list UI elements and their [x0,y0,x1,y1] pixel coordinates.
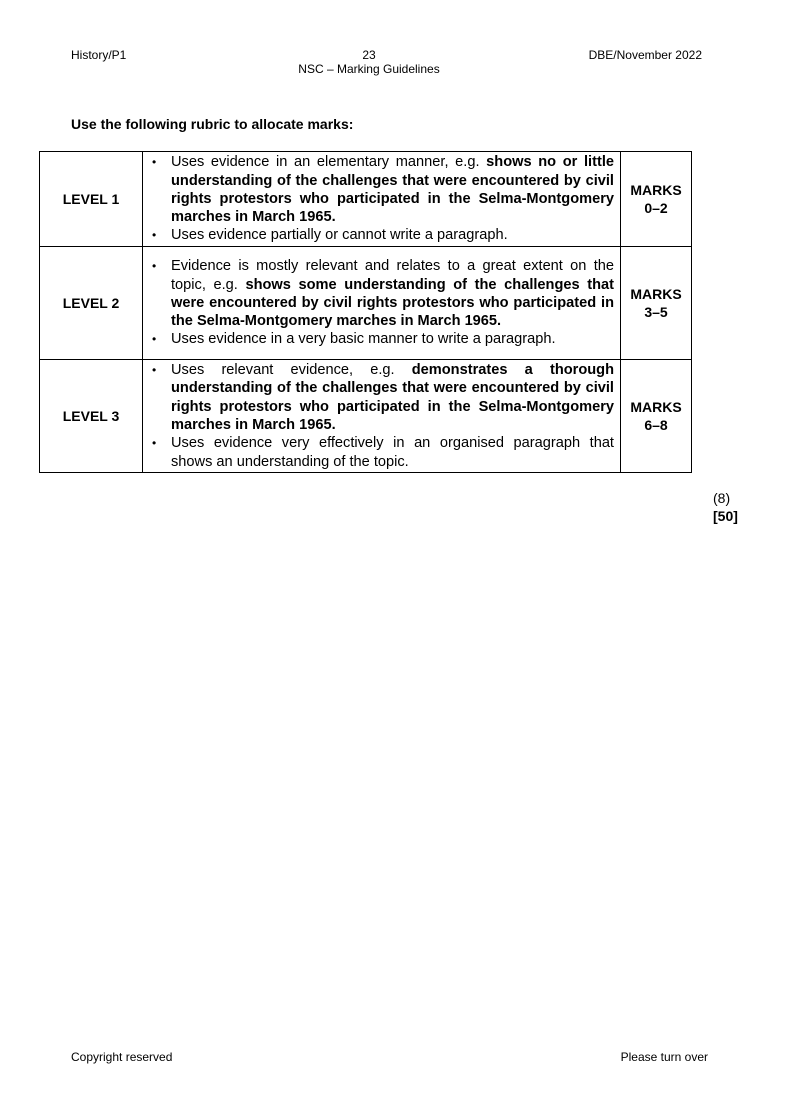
marks-range: 3–5 [644,304,668,320]
level-label: LEVEL 2 [40,247,143,360]
bullet-icon: • [152,436,157,451]
section-total: [50] [713,508,738,524]
descriptor-list [149,361,614,471]
bullet-icon: • [152,155,157,170]
bullet-icon: • [152,332,157,347]
descriptor-text: Evidence is mostly relevant and relates to a great extent on the topic, e.g. [171,258,614,293]
descriptor-item [149,361,614,434]
descriptor-bold-text: shows no or little understanding of the challenges that were encountered by civil rights protestors who participated in the Selma-Montgomery marches in March 1965. [171,154,614,226]
level-descriptors [143,247,621,360]
rubric-instruction: Use the following rubric to allocate marks: [71,116,354,132]
rubric-table [39,151,692,473]
marks-label: MARKS [630,286,682,302]
marks-label: MARKS [630,182,682,198]
header-subtitle: NSC – Marking Guidelines [298,62,440,76]
marks-cell [621,247,692,360]
descriptor-bold-text: demonstrates a thorough understanding of the challenges that were encountered by civil rights protestors who participated in the Selma-Montgomery marches in March 1965. [171,362,614,433]
marks-cell [621,360,692,473]
marks-range: 0–2 [644,200,668,216]
marks-label: MARKS [630,399,682,415]
marks-cell [621,152,692,247]
header-subject: History/P1 [71,48,127,62]
level-label: LEVEL 3 [40,360,143,473]
descriptor-text: Uses evidence very effectively in an organised paragraph that shows an understanding of the topic. [171,435,614,470]
descriptor-text: Uses evidence in a very basic manner to write a paragraph. [171,331,556,348]
descriptor-list [149,257,614,348]
page-number: 23 [362,48,376,62]
rubric-row-level-1 [40,152,692,247]
footer-copyright: Copyright reserved [71,1050,173,1064]
descriptor-item [149,434,614,471]
footer-turn-over: Please turn over [620,1050,708,1064]
question-marks: (8) [713,490,731,506]
descriptor-list [149,153,614,244]
rubric-row-level-2 [40,247,692,360]
level-descriptors [143,152,621,247]
level-label: LEVEL 1 [40,152,143,247]
descriptor-bold-text: shows some understanding of the challenges that were encountered by civil rights protestors who participated in the Selma-Montgomery marches in March 1965. [171,276,614,330]
descriptor-item [149,226,614,244]
bullet-icon: • [152,259,157,274]
bullet-icon: • [152,228,157,243]
descriptor-item [149,257,614,330]
descriptor-item [149,330,614,348]
descriptor-text: Uses evidence in an elementary manner, e.g. [171,154,487,171]
marks-range: 6–8 [644,417,668,433]
descriptor-item [149,153,614,226]
bullet-icon: • [152,363,157,378]
level-descriptors [143,360,621,473]
descriptor-text: Uses evidence partially or cannot write a paragraph. [171,227,508,244]
header-center [269,48,469,76]
header-exam: DBE/November 2022 [588,48,702,62]
descriptor-text: Uses relevant evidence, e.g. [171,362,412,379]
rubric-row-level-3 [40,360,692,473]
